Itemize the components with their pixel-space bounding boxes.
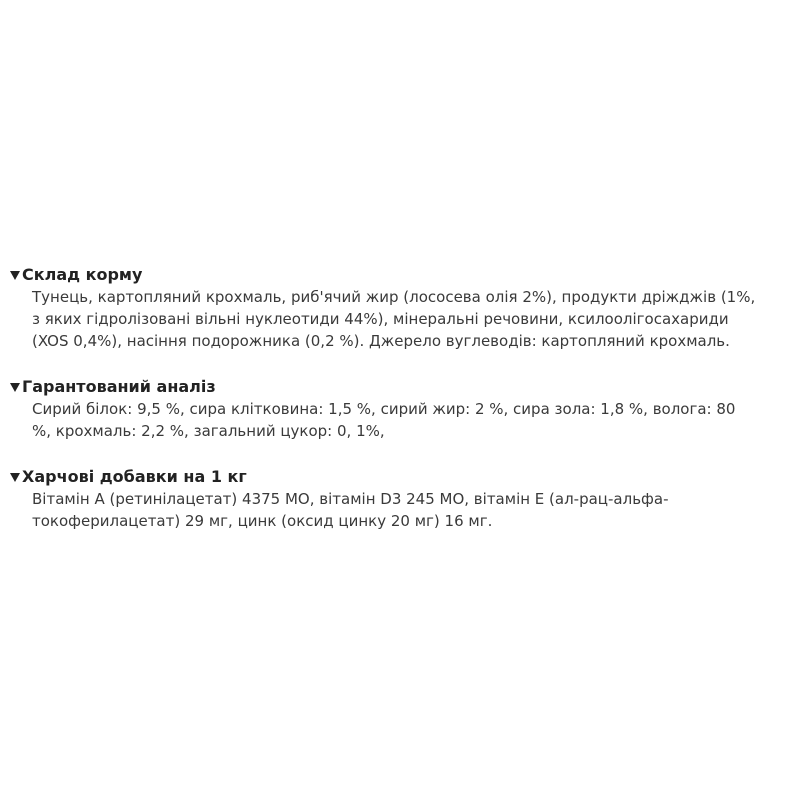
text-line: (XOS 0,4%), насіння подорожника (0,2 %). Джерело вуглеводів: картопляний крохмаль. [32,332,730,350]
triangle-down-icon[interactable] [10,383,20,392]
text-line: Тунець, картопляний крохмаль, риб'ячий жир (лососева олія 2%), продукти дріжджів (1%, [32,288,756,306]
section-additives-toggle[interactable] [10,465,795,487]
text-line: Сирий білок: 9,5 %, сира клітковина: 1,5 %, сирий жир: 2 %, сира зола: 1,8 %, волога: 80 [32,400,736,418]
section-composition-toggle[interactable] [10,263,795,285]
section-title: Гарантований аналіз [22,376,216,396]
text-line: токоферилацетат) 29 мг, цинк (оксид цинку 20 мг) 16 мг. [32,512,493,530]
section-body [10,398,795,442]
section-analysis-toggle[interactable] [10,375,795,397]
text-line: Вітамін А (ретинілацетат) 4375 МО, вітамін D3 245 МО, вітамін Е (ал-рац-альфа- [32,490,669,508]
triangle-down-icon[interactable] [10,473,20,482]
section-body [10,286,795,352]
text-line: %, крохмаль: 2,2 %, загальний цукор: 0, 1%, [32,422,385,440]
triangle-down-icon[interactable] [10,271,20,280]
section-title: Склад корму [22,264,143,284]
section-title: Харчові добавки на 1 кг [22,466,247,486]
section-guaranteed-analysis [10,375,795,442]
section-body [10,488,795,532]
section-additives [10,465,795,532]
text-line: з яких гідролізовані вільні нуклеотиди 44%), мінеральні речовини, ксилоолігосахариди [32,310,729,328]
section-composition [10,263,795,352]
